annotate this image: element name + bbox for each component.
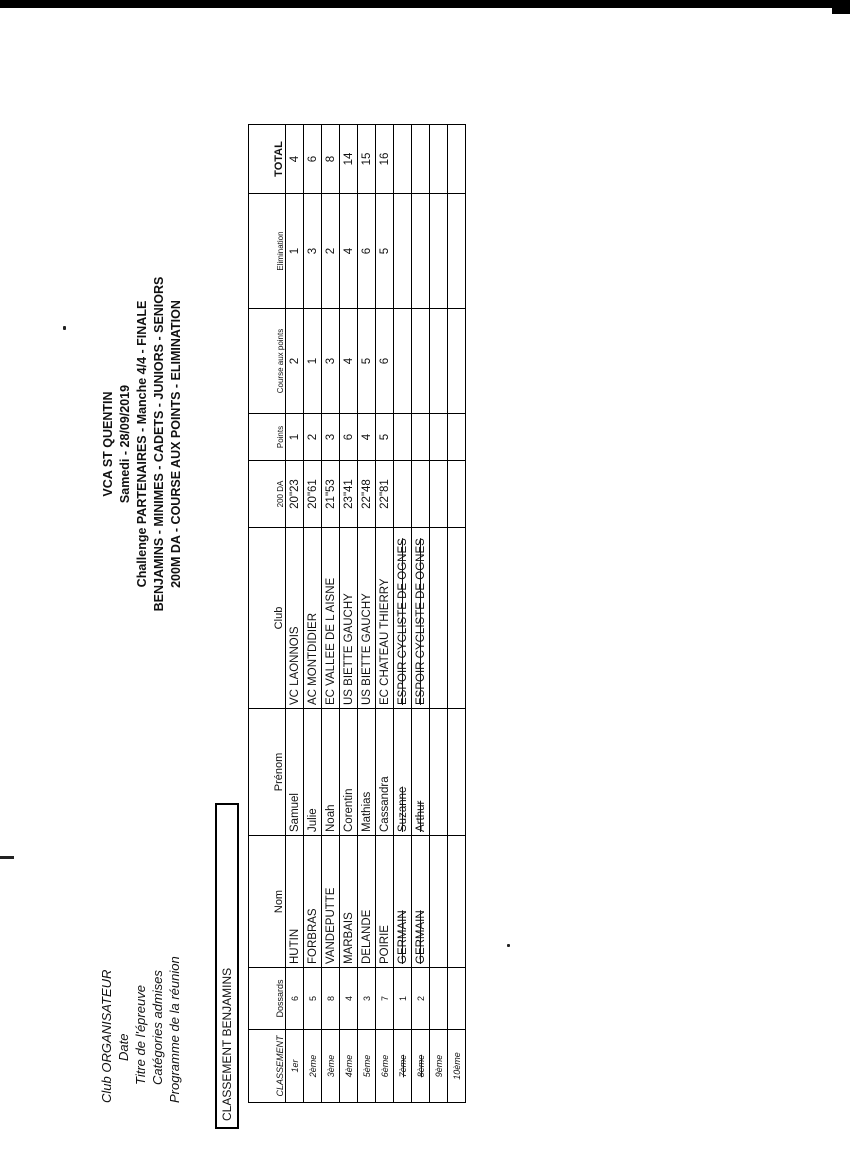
label-programme: Programme de la réunion xyxy=(167,956,182,1103)
cell-dossard: 1 xyxy=(394,968,412,1030)
cell-200da xyxy=(448,461,466,528)
table-row xyxy=(412,125,430,1103)
cell-prenom: Samuel xyxy=(286,709,304,836)
cell-elimination: 6 xyxy=(358,194,376,309)
cell-200da: 23"41 xyxy=(340,461,358,528)
cell-prenom: Mathias xyxy=(358,709,376,836)
col-course-aux-points: Course aux points xyxy=(249,309,286,414)
cell-nom: FORBRAS xyxy=(304,836,322,968)
cell-points: 6 xyxy=(340,414,358,461)
cell-elimination: 5 xyxy=(376,194,394,309)
cell-course-aux-points: 5 xyxy=(358,309,376,414)
cell-total: 6 xyxy=(304,125,322,194)
cell-classement: 2ème xyxy=(304,1030,322,1103)
cell-course-aux-points xyxy=(412,309,430,414)
cell-course-aux-points: 1 xyxy=(304,309,322,414)
cell-dossard: 6 xyxy=(286,968,304,1030)
cell-nom xyxy=(448,836,466,968)
cell-points xyxy=(430,414,448,461)
cell-dossard xyxy=(430,968,448,1030)
cell-dossard: 7 xyxy=(376,968,394,1030)
cell-classement: 6ème xyxy=(376,1030,394,1103)
cell-club: ESPOIR CYCLISTE DE OGNES xyxy=(412,528,430,709)
table-row xyxy=(304,125,322,1103)
cell-prenom: Cassandra xyxy=(376,709,394,836)
cell-nom: HUTIN xyxy=(286,836,304,968)
cell-course-aux-points: 3 xyxy=(322,309,340,414)
label-club: Club ORGANISATEUR xyxy=(99,969,114,1103)
cell-dossard: 5 xyxy=(304,968,322,1030)
label-titre: Titre de l'épreuve xyxy=(133,985,148,1085)
cell-prenom: Noah xyxy=(322,709,340,836)
table-row xyxy=(376,125,394,1103)
cell-prenom: Julie xyxy=(304,709,322,836)
cell-prenom: Suzanne xyxy=(394,709,412,836)
cell-club xyxy=(430,528,448,709)
label-categories: Catégories admises xyxy=(150,970,165,1085)
cell-elimination xyxy=(412,194,430,309)
col-nom: Nom xyxy=(249,836,286,968)
cell-classement: 8ème xyxy=(412,1030,430,1103)
cell-club: EC VALLEE DE L AISNE xyxy=(322,528,340,709)
cell-nom: GERMAIN xyxy=(394,836,412,968)
cell-course-aux-points xyxy=(394,309,412,414)
cell-points xyxy=(412,414,430,461)
cell-elimination: 3 xyxy=(304,194,322,309)
cell-200da: 20"23 xyxy=(286,461,304,528)
cell-club: VC LAONNOIS xyxy=(286,528,304,709)
cell-total xyxy=(448,125,466,194)
cell-elimination: 2 xyxy=(322,194,340,309)
cell-classement: 5ème xyxy=(358,1030,376,1103)
cell-nom: GERMAIN xyxy=(412,836,430,968)
cell-points: 2 xyxy=(304,414,322,461)
value-club: VCA ST QUENTIN xyxy=(101,391,115,497)
cell-nom: MARBAIS xyxy=(340,836,358,968)
cell-points: 1 xyxy=(286,414,304,461)
cell-200da xyxy=(430,461,448,528)
cell-course-aux-points: 4 xyxy=(340,309,358,414)
cell-total xyxy=(412,125,430,194)
col-elimination: Elimination xyxy=(249,194,286,309)
cell-club: US BIETTE GAUCHY xyxy=(340,528,358,709)
cell-club xyxy=(448,528,466,709)
table-row xyxy=(286,125,304,1103)
cell-classement: 10ème xyxy=(448,1030,466,1103)
cell-points: 3 xyxy=(322,414,340,461)
results-table xyxy=(248,124,466,1103)
cell-classement: 7ème xyxy=(394,1030,412,1103)
cell-prenom: Corentin xyxy=(340,709,358,836)
value-programme: 200M DA - COURSE AUX POINTS - ELIMINATION xyxy=(169,300,183,588)
header-labels xyxy=(98,956,183,1103)
cell-course-aux-points: 2 xyxy=(286,309,304,414)
cell-elimination xyxy=(394,194,412,309)
table-row xyxy=(358,125,376,1103)
section-title: CLASSEMENT BENJAMINS xyxy=(215,803,239,1129)
table-row xyxy=(322,125,340,1103)
cell-course-aux-points xyxy=(430,309,448,414)
cell-prenom xyxy=(448,709,466,836)
label-date: Date xyxy=(116,1033,131,1061)
cell-dossard: 2 xyxy=(412,968,430,1030)
cell-dossard xyxy=(448,968,466,1030)
cell-nom xyxy=(430,836,448,968)
cell-classement: 9ème xyxy=(430,1030,448,1103)
cell-course-aux-points xyxy=(448,309,466,414)
col-dossards: Dossards xyxy=(249,968,286,1030)
cell-200da: 22"81 xyxy=(376,461,394,528)
col-200da: 200 DA xyxy=(249,461,286,528)
cell-classement: 4ème xyxy=(340,1030,358,1103)
cell-nom: POIRIE xyxy=(376,836,394,968)
cell-course-aux-points: 6 xyxy=(376,309,394,414)
cell-elimination: 4 xyxy=(340,194,358,309)
col-classement: CLASSEMENT xyxy=(249,1030,286,1103)
cell-club: EC CHATEAU THIERRY xyxy=(376,528,394,709)
cell-total: 14 xyxy=(340,125,358,194)
value-categories: BENJAMINS - MINIMES - CADETS - JUNIORS - SENIORS xyxy=(152,276,166,612)
cell-total xyxy=(394,125,412,194)
cell-points xyxy=(448,414,466,461)
cell-200da: 21"53 xyxy=(322,461,340,528)
cell-points xyxy=(394,414,412,461)
cell-200da xyxy=(394,461,412,528)
cell-dossard: 3 xyxy=(358,968,376,1030)
cell-elimination xyxy=(448,194,466,309)
table-row xyxy=(448,125,466,1103)
cell-nom: DELANDE xyxy=(358,836,376,968)
cell-total: 15 xyxy=(358,125,376,194)
cell-club: AC MONTDIDIER xyxy=(304,528,322,709)
cell-total: 8 xyxy=(322,125,340,194)
cell-points: 5 xyxy=(376,414,394,461)
cell-nom: VANDEPUTTE xyxy=(322,836,340,968)
value-titre: Challenge PARTENAIRES - Manche 4/4 - FINALE xyxy=(135,300,149,588)
header-values xyxy=(100,119,185,769)
cell-dossard: 4 xyxy=(340,968,358,1030)
table-row xyxy=(340,125,358,1103)
table-header-row xyxy=(249,125,286,1103)
cell-elimination: 1 xyxy=(286,194,304,309)
value-date: Samedi - 28/09/2019 xyxy=(118,384,132,504)
cell-200da xyxy=(412,461,430,528)
cell-prenom: Arthur xyxy=(412,709,430,836)
cell-elimination xyxy=(430,194,448,309)
cell-club: US BIETTE GAUCHY xyxy=(358,528,376,709)
col-prenom: Prénom xyxy=(249,709,286,836)
cell-total: 16 xyxy=(376,125,394,194)
cell-dossard: 8 xyxy=(322,968,340,1030)
table-row xyxy=(394,125,412,1103)
col-club: Club xyxy=(249,528,286,709)
cell-club: ESPOIR CYCLISTE DE OGNES xyxy=(394,528,412,709)
cell-prenom xyxy=(430,709,448,836)
cell-classement: 3ème xyxy=(322,1030,340,1103)
cell-classement: 1er xyxy=(286,1030,304,1103)
col-total: TOTAL xyxy=(249,125,286,194)
cell-points: 4 xyxy=(358,414,376,461)
table-row xyxy=(430,125,448,1103)
cell-200da: 22"48 xyxy=(358,461,376,528)
cell-total xyxy=(430,125,448,194)
cell-total: 4 xyxy=(286,125,304,194)
col-points: Points xyxy=(249,414,286,461)
cell-200da: 20"61 xyxy=(304,461,322,528)
